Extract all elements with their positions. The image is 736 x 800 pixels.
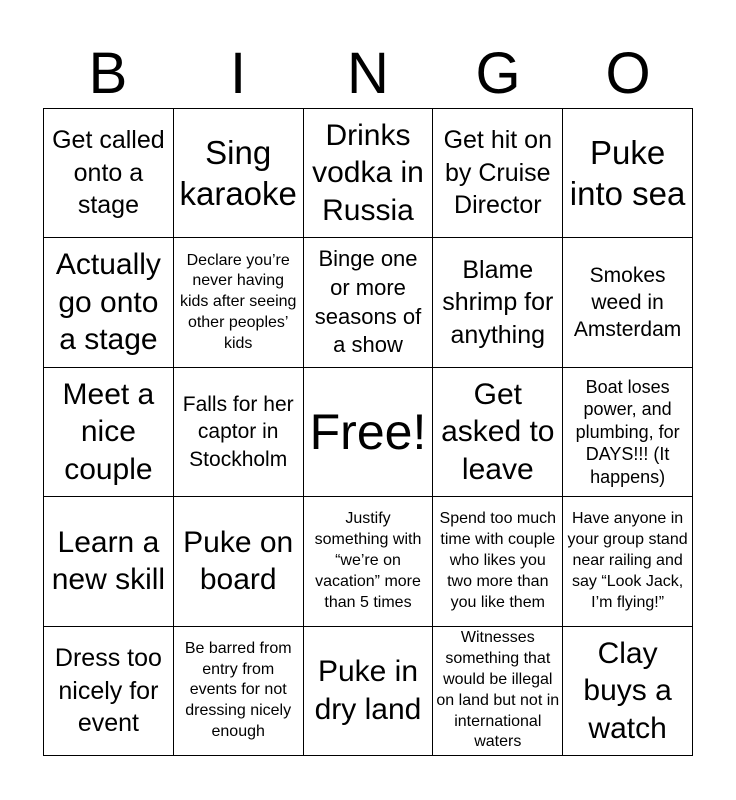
cell-text: Declare you’re never having kids after seeing other peoples’ kids (179, 251, 297, 352)
free-space-text: Free! (309, 403, 427, 460)
bingo-cell-r4c3[interactable] (304, 497, 434, 626)
cell-text: Blame shrimp for anything (442, 255, 554, 349)
bingo-cell-r3c5[interactable] (563, 368, 693, 497)
cell-text: Falls for her captor in Stockholm (182, 393, 294, 471)
cell-text: Boat loses power, and plumbing, for DAYS!!! (It happens) (575, 376, 680, 487)
cell-text: Justify something with “we’re on vacation” more than 5 times (314, 510, 422, 611)
cell-text: Witnesses something that would be illegal on land but not in international waters (436, 629, 560, 751)
cell-text: Be barred from entry from events for not dressing nicely enough (184, 639, 292, 740)
cell-text: Drinks vodka in Russia (312, 118, 424, 227)
bingo-cell-free[interactable] (304, 368, 434, 497)
cell-text: Puke in dry land (314, 655, 422, 726)
header-letter-o: O (605, 41, 651, 106)
bingo-cell-r5c5[interactable] (563, 627, 693, 756)
bingo-cell-r1c2[interactable] (174, 109, 304, 238)
cell-text: Binge one or more seasons of a show (314, 246, 422, 358)
cell-text: Sing karaoke (179, 133, 297, 213)
header-letter-b: B (88, 41, 128, 106)
bingo-cell-r2c1[interactable] (44, 238, 174, 367)
bingo-cell-r4c2[interactable] (174, 497, 304, 626)
bingo-cell-r1c4[interactable] (433, 109, 563, 238)
bingo-cell-r3c4[interactable] (433, 368, 563, 497)
bingo-cell-r2c5[interactable] (563, 238, 693, 367)
cell-text: Clay buys a watch (583, 636, 672, 745)
header-letter-n: N (347, 41, 389, 106)
bingo-cell-r2c2[interactable] (174, 238, 304, 367)
bingo-cell-r5c3[interactable] (304, 627, 434, 756)
bingo-cell-r4c5[interactable] (563, 497, 693, 626)
bingo-cell-r4c4[interactable] (433, 497, 563, 626)
cell-text: Actually go onto a stage (55, 248, 161, 357)
header-letter-i: I (229, 41, 247, 106)
bingo-cell-r4c1[interactable] (44, 497, 174, 626)
cell-text: Smokes weed in Amsterdam (573, 263, 682, 342)
bingo-cell-r1c3[interactable] (304, 109, 434, 238)
bingo-cell-r1c5[interactable] (563, 109, 693, 238)
bingo-cell-r2c3[interactable] (304, 238, 434, 367)
bingo-cell-r2c4[interactable] (433, 238, 563, 367)
cell-text: Dress too nicely for event (54, 644, 162, 738)
cell-text: Have anyone in your group stand near railing and say “Look Jack, I’m flying!” (567, 510, 688, 611)
cell-text: Learn a new skill (51, 525, 166, 597)
cell-text: Get called onto a stage (52, 126, 165, 220)
cell-text: Puke into sea (569, 133, 686, 213)
bingo-cell-r1c1[interactable] (44, 109, 174, 238)
cell-text: Get asked to leave (441, 377, 555, 486)
bingo-cell-r5c4[interactable] (433, 627, 563, 756)
bingo-cell-r5c2[interactable] (174, 627, 304, 756)
bingo-cell-r5c1[interactable] (44, 627, 174, 756)
cell-text: Puke on board (183, 525, 294, 597)
header-letter-g: G (475, 41, 521, 106)
bingo-cell-r3c1[interactable] (44, 368, 174, 497)
bingo-cell-r3c2[interactable] (174, 368, 304, 497)
bingo-board (43, 108, 693, 756)
bingo-header (43, 40, 693, 108)
cell-text: Get hit on by Cruise Director (443, 126, 552, 220)
cell-text: Meet a nice couple (62, 377, 155, 486)
cell-text: Spend too much time with couple who likes you two more than you like them (439, 510, 557, 611)
